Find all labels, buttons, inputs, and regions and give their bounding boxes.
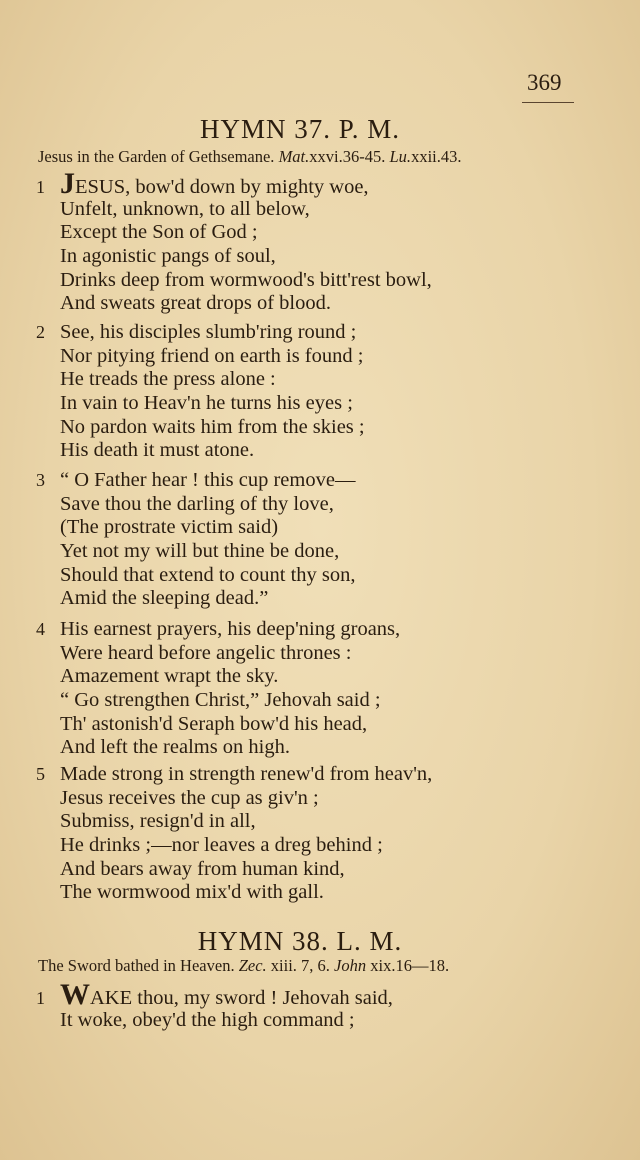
verse-line: Jesus receives the cup as giv'n ;	[60, 786, 319, 809]
stanza-number: 1	[36, 988, 45, 1008]
verse-line: Were heard before angelic thrones :	[60, 641, 352, 664]
verse-line: His death it must atone.	[60, 439, 255, 462]
verse-line: “ Go strengthen Christ,” Jehovah said ;	[60, 689, 381, 712]
verse-line: Nor pitying friend on earth is found ;	[60, 344, 364, 367]
hymn-38-stanza-1	[36, 978, 616, 1032]
page-number: 369	[527, 70, 562, 95]
drop-capital: W	[60, 978, 90, 1011]
verse-text: His earnest prayers, his deep'ning groans,	[60, 618, 401, 640]
verse-text: AKE thou, my sword ! Jehovah said,	[90, 987, 393, 1009]
hymn-37-ref1: Mat.	[278, 147, 310, 166]
verse-line: Th' astonish'd Seraph bow'd his head,	[60, 712, 368, 735]
verse-line: Drinks deep from wormwood's bitt'rest bowl,	[60, 268, 432, 291]
stanza-number: 5	[36, 764, 45, 784]
verse-line: Except the Son of God ;	[60, 221, 258, 244]
hymn-38-title: HYMN 38. L. M.	[197, 926, 403, 956]
verse-text: “ O Father hear ! this cup remove—	[60, 469, 356, 491]
verse-line: In vain to Heav'n he turns his eyes ;	[60, 392, 353, 415]
verse-text: ESUS, bow'd down by mighty woe,	[75, 176, 369, 198]
hymn-38-ref2-text: xix.16—18.	[366, 956, 450, 975]
hymn-38-subtitle	[38, 956, 598, 976]
verse-line	[36, 167, 616, 200]
hymn-38-ref1: Zec.	[238, 956, 267, 975]
hymn-37-stanza-5	[36, 763, 616, 905]
hymn-37-stanza-1	[36, 167, 616, 316]
verse-line: Amid the sleeping dead.”	[60, 587, 269, 610]
verse-line: (The prostrate victim said)	[60, 516, 279, 539]
verse-line: Unfelt, unknown, to all below,	[60, 197, 310, 220]
verse-line	[36, 321, 616, 345]
stanza-number: 4	[36, 619, 45, 639]
hymn-37-ref1-text: xxvi.36-45.	[309, 147, 390, 166]
hymn-38-subtitle-text: The Sword bathed in Heaven.	[38, 956, 239, 975]
verse-line	[36, 763, 616, 787]
verse-line: It woke, obey'd the high command ;	[60, 1008, 355, 1031]
verse-line	[36, 469, 616, 493]
verse-line: And bears away from human kind,	[60, 857, 345, 880]
hymn-37-subtitle-text: Jesus in the Garden of Gethsemane.	[38, 147, 279, 166]
verse-line: He treads the press alone :	[60, 368, 276, 391]
hymn-37-ref2-text: xxii.43.	[411, 147, 462, 166]
hymn-38-ref2: John	[334, 956, 367, 975]
verse-line: In agonistic pangs of soul,	[60, 245, 276, 268]
hymn-37-ref2: Lu.	[389, 147, 412, 166]
verse-line: Amazement wrapt the sky.	[60, 665, 279, 688]
verse-line: The wormwood mix'd with gall.	[60, 881, 324, 904]
stanza-number: 3	[36, 470, 45, 490]
verse-text: Made strong in strength renew'd from heav'n,	[60, 763, 433, 785]
verse-line: Yet not my will but thine be done,	[60, 540, 340, 563]
hymn-37-stanza-4	[36, 618, 616, 760]
verse-line: He drinks ;—nor leaves a dreg behind ;	[60, 834, 383, 857]
stanza-number: 1	[36, 177, 45, 197]
hymn-37-stanza-3	[36, 469, 616, 611]
stanza-number: 2	[36, 322, 45, 342]
verse-line	[36, 618, 616, 642]
verse-line: No pardon waits him from the skies ;	[60, 415, 365, 438]
verse-line: And sweats great drops of blood.	[60, 292, 332, 315]
verse-text: See, his disciples slumb'ring round ;	[60, 321, 357, 343]
hymn-38-ref1-text: xiii. 7, 6.	[266, 956, 335, 975]
hymn-37-title: HYMN 37. P. M.	[199, 114, 401, 144]
verse-line: Save thou the darling of thy love,	[60, 492, 334, 515]
drop-capital: J	[60, 167, 75, 200]
verse-line: And left the realms on high.	[60, 736, 291, 759]
verse-line	[36, 978, 616, 1011]
verse-line: Submiss, resign'd in all,	[60, 810, 256, 833]
page-number-rule	[522, 102, 574, 103]
hymn-37-subtitle	[38, 147, 598, 167]
verse-line: Should that extend to count thy son,	[60, 563, 356, 586]
hymn-37-stanza-2	[36, 321, 616, 463]
